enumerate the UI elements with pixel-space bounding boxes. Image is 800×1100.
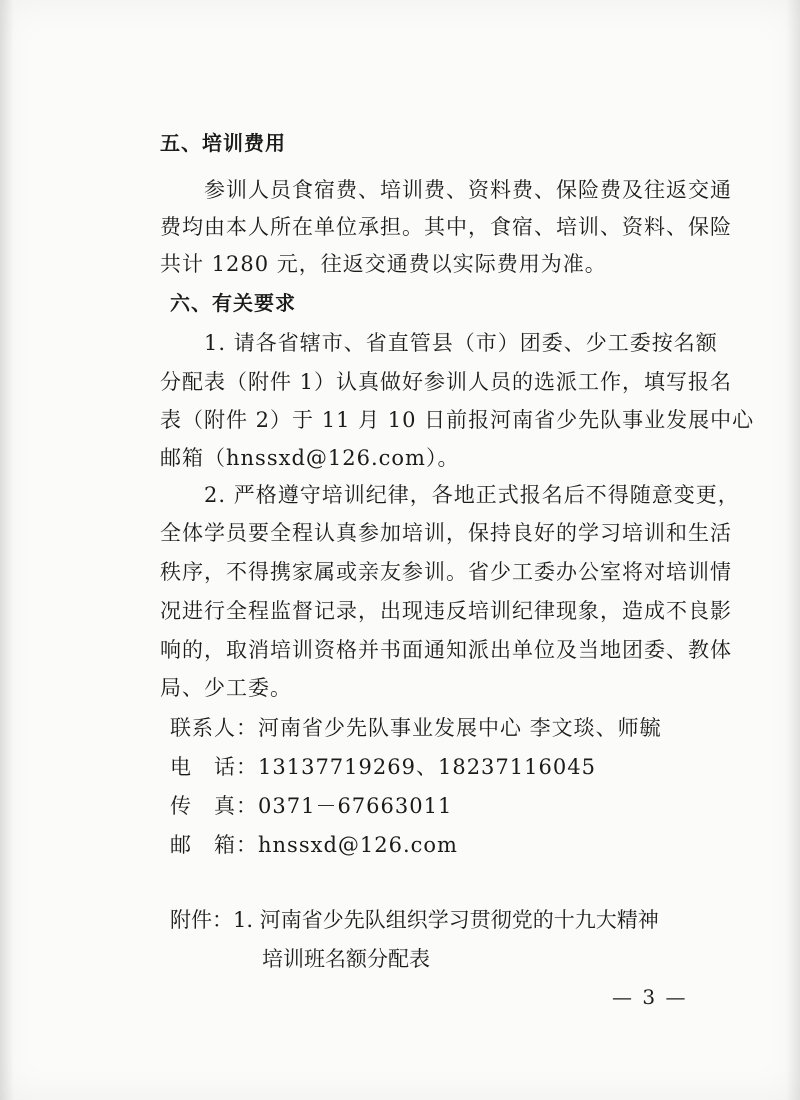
paragraph-line: 费均由本人所在单位承担。其中，食宿、培训、资料、保险 [160,215,732,239]
attachment-line: 附件：1. 河南省少先队组织学习贯彻党的十九大精神 [170,908,659,932]
attachment-line: 培训班名额分配表 [262,947,430,971]
paragraph-line: 全体学员要全程认真参加培训，保持良好的学习培训和生活 [160,521,732,545]
contact-phone: 电 话：13137719269、18237116045 [170,755,596,779]
page-number: — 3 — [612,985,688,1009]
contact-fax: 传 真：0371－67663011 [170,794,453,818]
section6-heading: 六、有关要求 [170,291,296,315]
paragraph-line: 秩序，不得携家属或亲友参训。省少工委办公室将对培训情 [160,560,732,584]
paragraph-line: 响的，取消培训资格并书面通知派出单位及当地团委、教体 [160,638,732,662]
paragraph-line: 况进行全程监督记录，出现违反培训纪律现象，造成不良影 [160,599,732,623]
section5-heading: 五、培训费用 [160,131,286,155]
paragraph-line: 1. 请各省辖市、省直管县（市）团委、少工委按名额 [204,331,718,355]
paragraph-line: 共计 1280 元，往返交通费以实际费用为准。 [160,252,607,276]
paragraph-line: 参训人员食宿费、培训费、资料费、保险费及往返交通 [204,178,732,202]
scan-edge-shadow [786,0,800,1100]
scan-edge-shadow [0,0,14,1100]
paragraph-line: 邮箱（hnssxd@126.com）。 [160,446,460,470]
paragraph-line: 表（附件 2）于 11 月 10 日前报河南省少先队事业发展中心 [160,408,755,432]
paragraph-line: 局、少工委。 [160,676,292,700]
contact-person: 联系人：河南省少先队事业发展中心 李文琰、师毓 [170,716,662,740]
contact-email: 邮 箱：hnssxd@126.com [170,833,458,857]
paragraph-line: 分配表（附件 1）认真做好参训人员的选派工作，填写报名 [160,370,733,394]
paragraph-line: 2. 严格遵守培训纪律，各地正式报名后不得随意变更， [204,483,740,507]
